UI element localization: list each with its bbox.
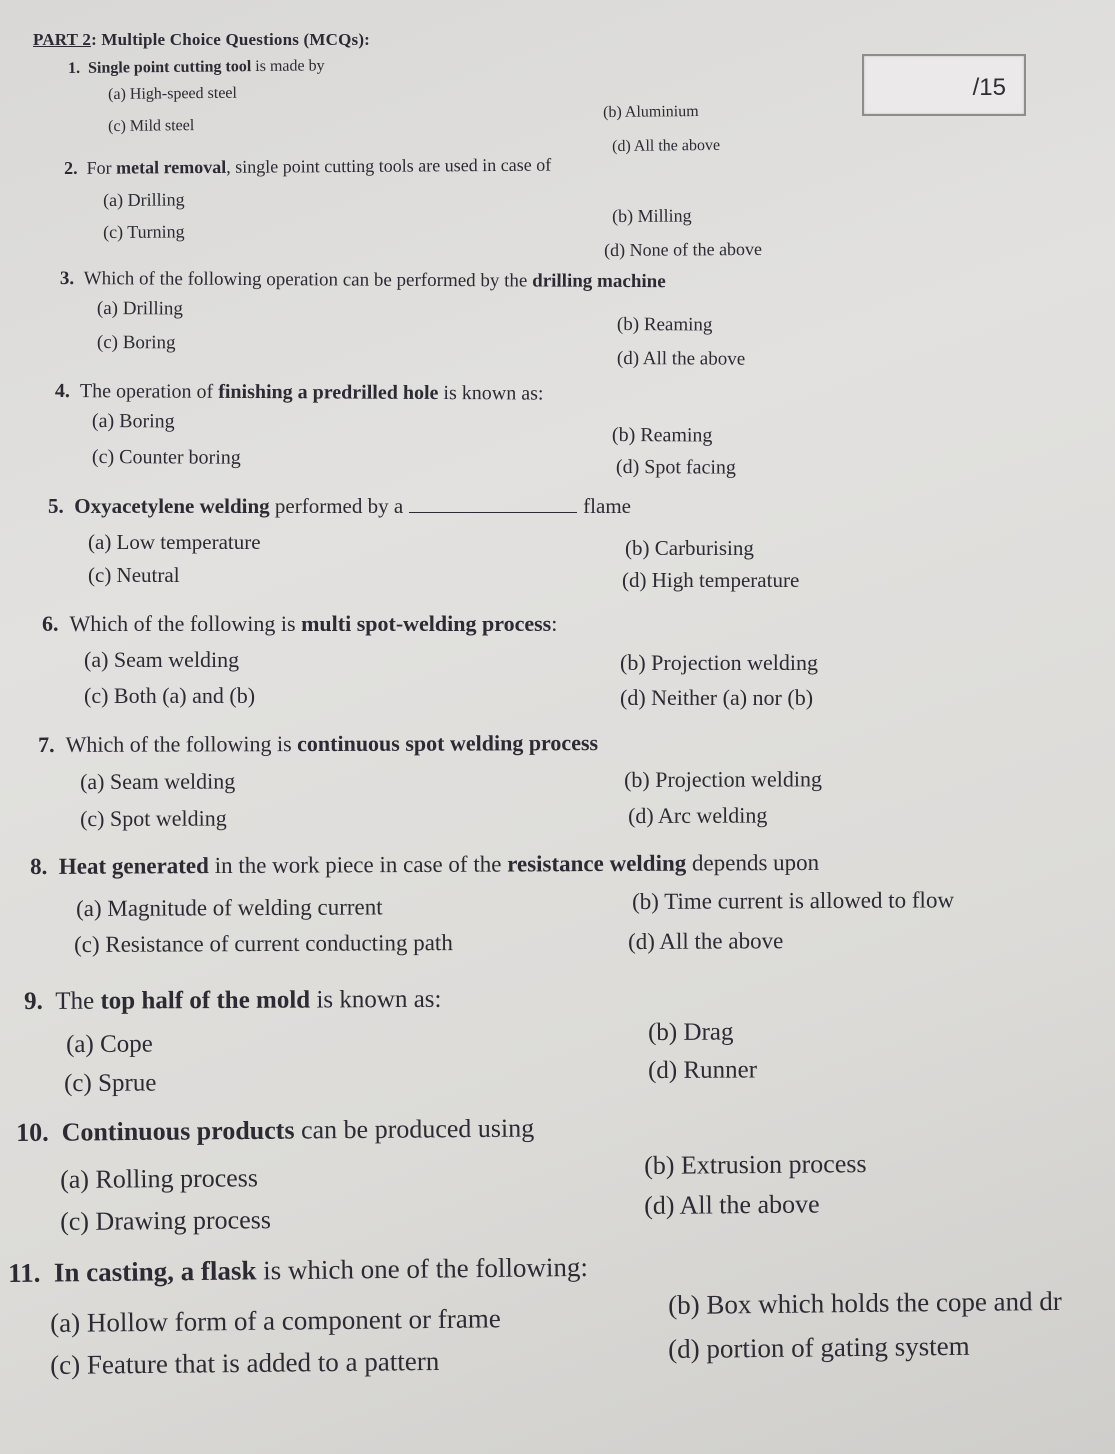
question-text: is which one of the following: — [256, 1251, 589, 1286]
question-text-bold: Oxyacetylene welding — [74, 494, 270, 518]
answer-option: (a) Seam welding — [80, 768, 236, 794]
question-text-bold: Single point cutting tool — [87, 58, 252, 77]
question-number: 4. — [54, 380, 70, 403]
question-stem — [8, 1252, 588, 1289]
question-text: performed by a — [269, 494, 404, 518]
question-text-bold: In casting, a flask — [53, 1255, 257, 1288]
question-text-bold: multi spot-welding process — [301, 611, 552, 636]
answer-option: (c) Drawing process — [60, 1205, 272, 1236]
answer-option: (a) High-speed steel — [108, 84, 238, 103]
answer-option: (d) All the above — [644, 1189, 820, 1220]
question-text: The — [55, 987, 101, 1015]
question-text: in the work piece in case of the — [208, 851, 508, 879]
question-stem — [42, 611, 557, 637]
question-number: 2. — [64, 157, 78, 178]
answer-option: (d) All the above — [628, 928, 784, 954]
answer-option: (c) Turning — [103, 221, 185, 242]
answer-option: (c) Resistance of current conducting path — [74, 930, 453, 957]
question-stem — [55, 380, 544, 406]
question-text: is made by — [251, 57, 325, 76]
question-text: : — [551, 611, 558, 636]
answer-option: (b) Reaming — [616, 314, 713, 336]
answer-option: (d) Spot facing — [615, 456, 736, 479]
question-text: For — [86, 157, 117, 178]
question-text-bold: Continuous products — [61, 1115, 295, 1147]
question-number: 1. — [68, 59, 81, 77]
question-text: is known as: — [310, 985, 442, 1014]
answer-option: (c) Mild steel — [108, 117, 195, 135]
answer-option: (d) High temperature — [622, 568, 800, 592]
question-stem — [24, 986, 442, 1016]
question-text-bold: continuous spot welding process — [297, 730, 599, 757]
question-text: , single point cutting tools are used in case of — [226, 154, 552, 177]
section-header — [33, 30, 370, 50]
answer-option: (c) Both (a) and (b) — [84, 683, 256, 708]
answer-option: (a) Low temperature — [88, 530, 261, 554]
question-number: 7. — [38, 731, 55, 757]
answer-option: (b) Aluminium — [603, 102, 699, 121]
question-number: 11. — [8, 1257, 41, 1288]
answer-option: (b) Drag — [648, 1018, 734, 1046]
answer-option: (c) Counter boring — [91, 446, 241, 469]
question-number: 6. — [42, 611, 59, 636]
question-text: can be produced using — [294, 1113, 535, 1145]
question-stem — [48, 494, 631, 519]
answer-option: (c) Neutral — [88, 563, 180, 587]
question-text-bold: Heat generated — [58, 853, 209, 879]
question-text: The operation of — [79, 380, 219, 403]
question-stem — [30, 850, 819, 880]
question-text: Which of the following is — [65, 731, 298, 757]
answer-option: (a) Drilling — [96, 298, 184, 320]
question-text: is known as: — [438, 382, 544, 405]
answer-option: (c) Boring — [96, 332, 176, 354]
question-text-bold: drilling machine — [532, 270, 666, 293]
answer-option: (b) Projection welding — [624, 766, 823, 792]
answer-option: (b) Carburising — [625, 536, 754, 560]
answer-option: (a) Seam welding — [84, 647, 240, 672]
answer-option: (d) Neither (a) nor (b) — [620, 685, 814, 710]
answer-option: (d) All the above — [612, 136, 721, 155]
question-text: Which of the following is — [69, 611, 302, 636]
answer-option: (a) Hollow form of a component or frame — [50, 1303, 501, 1338]
question-text: Which of the following operation can be performed by the — [83, 268, 533, 292]
answer-option: (d) Runner — [648, 1056, 758, 1084]
answer-option: (c) Feature that is added to a pattern — [50, 1345, 440, 1380]
answer-option: (c) Sprue — [64, 1069, 157, 1097]
question-number: 8. — [30, 853, 48, 879]
answer-option: (b) Extrusion process — [644, 1149, 867, 1180]
question-stem — [60, 268, 666, 293]
question-text-bold: resistance welding — [507, 850, 687, 877]
question-text-bold: finishing a predrilled hole — [218, 380, 439, 405]
question-stem — [68, 57, 325, 78]
answer-option: (d) portion of gating system — [668, 1330, 970, 1364]
question-text-bold: metal removal — [116, 156, 227, 178]
answer-option: (a) Drilling — [103, 189, 185, 210]
answer-option: (a) Magnitude of welding current — [76, 894, 383, 921]
answer-option: (d) None of the above — [604, 238, 763, 260]
answer-option: (d) All the above — [616, 348, 746, 370]
answer-option: (a) Boring — [91, 410, 175, 433]
section-part-label: PART 2 — [33, 30, 92, 49]
question-text-bold: top half of the mold — [100, 986, 311, 1015]
score-box — [862, 54, 1026, 116]
question-text: flame — [583, 494, 631, 518]
question-stem — [64, 155, 551, 179]
question-number: 5. — [48, 494, 64, 518]
answer-option: (a) Cope — [66, 1030, 153, 1058]
answer-option: (b) Milling — [612, 205, 692, 226]
answer-blank-line — [409, 511, 577, 513]
question-stem — [16, 1113, 534, 1148]
question-text: depends upon — [686, 849, 820, 876]
answer-option: (b) Time current is allowed to flow — [632, 887, 955, 914]
question-stem — [38, 730, 598, 758]
answer-option: (c) Spot welding — [80, 805, 227, 831]
answer-option: (d) Arc welding — [628, 802, 768, 828]
answer-option: (b) Reaming — [611, 424, 713, 447]
score-total: /15 — [972, 74, 1006, 101]
question-number: 3. — [59, 268, 75, 290]
question-number: 9. — [24, 987, 43, 1015]
answer-option: (a) Rolling process — [60, 1163, 259, 1194]
section-title: : Multiple Choice Questions (MCQs): — [91, 30, 371, 49]
answer-option: (b) Projection welding — [620, 650, 818, 675]
answer-option: (b) Box which holds the cope and dr — [668, 1285, 1062, 1320]
question-number: 10. — [16, 1117, 49, 1147]
